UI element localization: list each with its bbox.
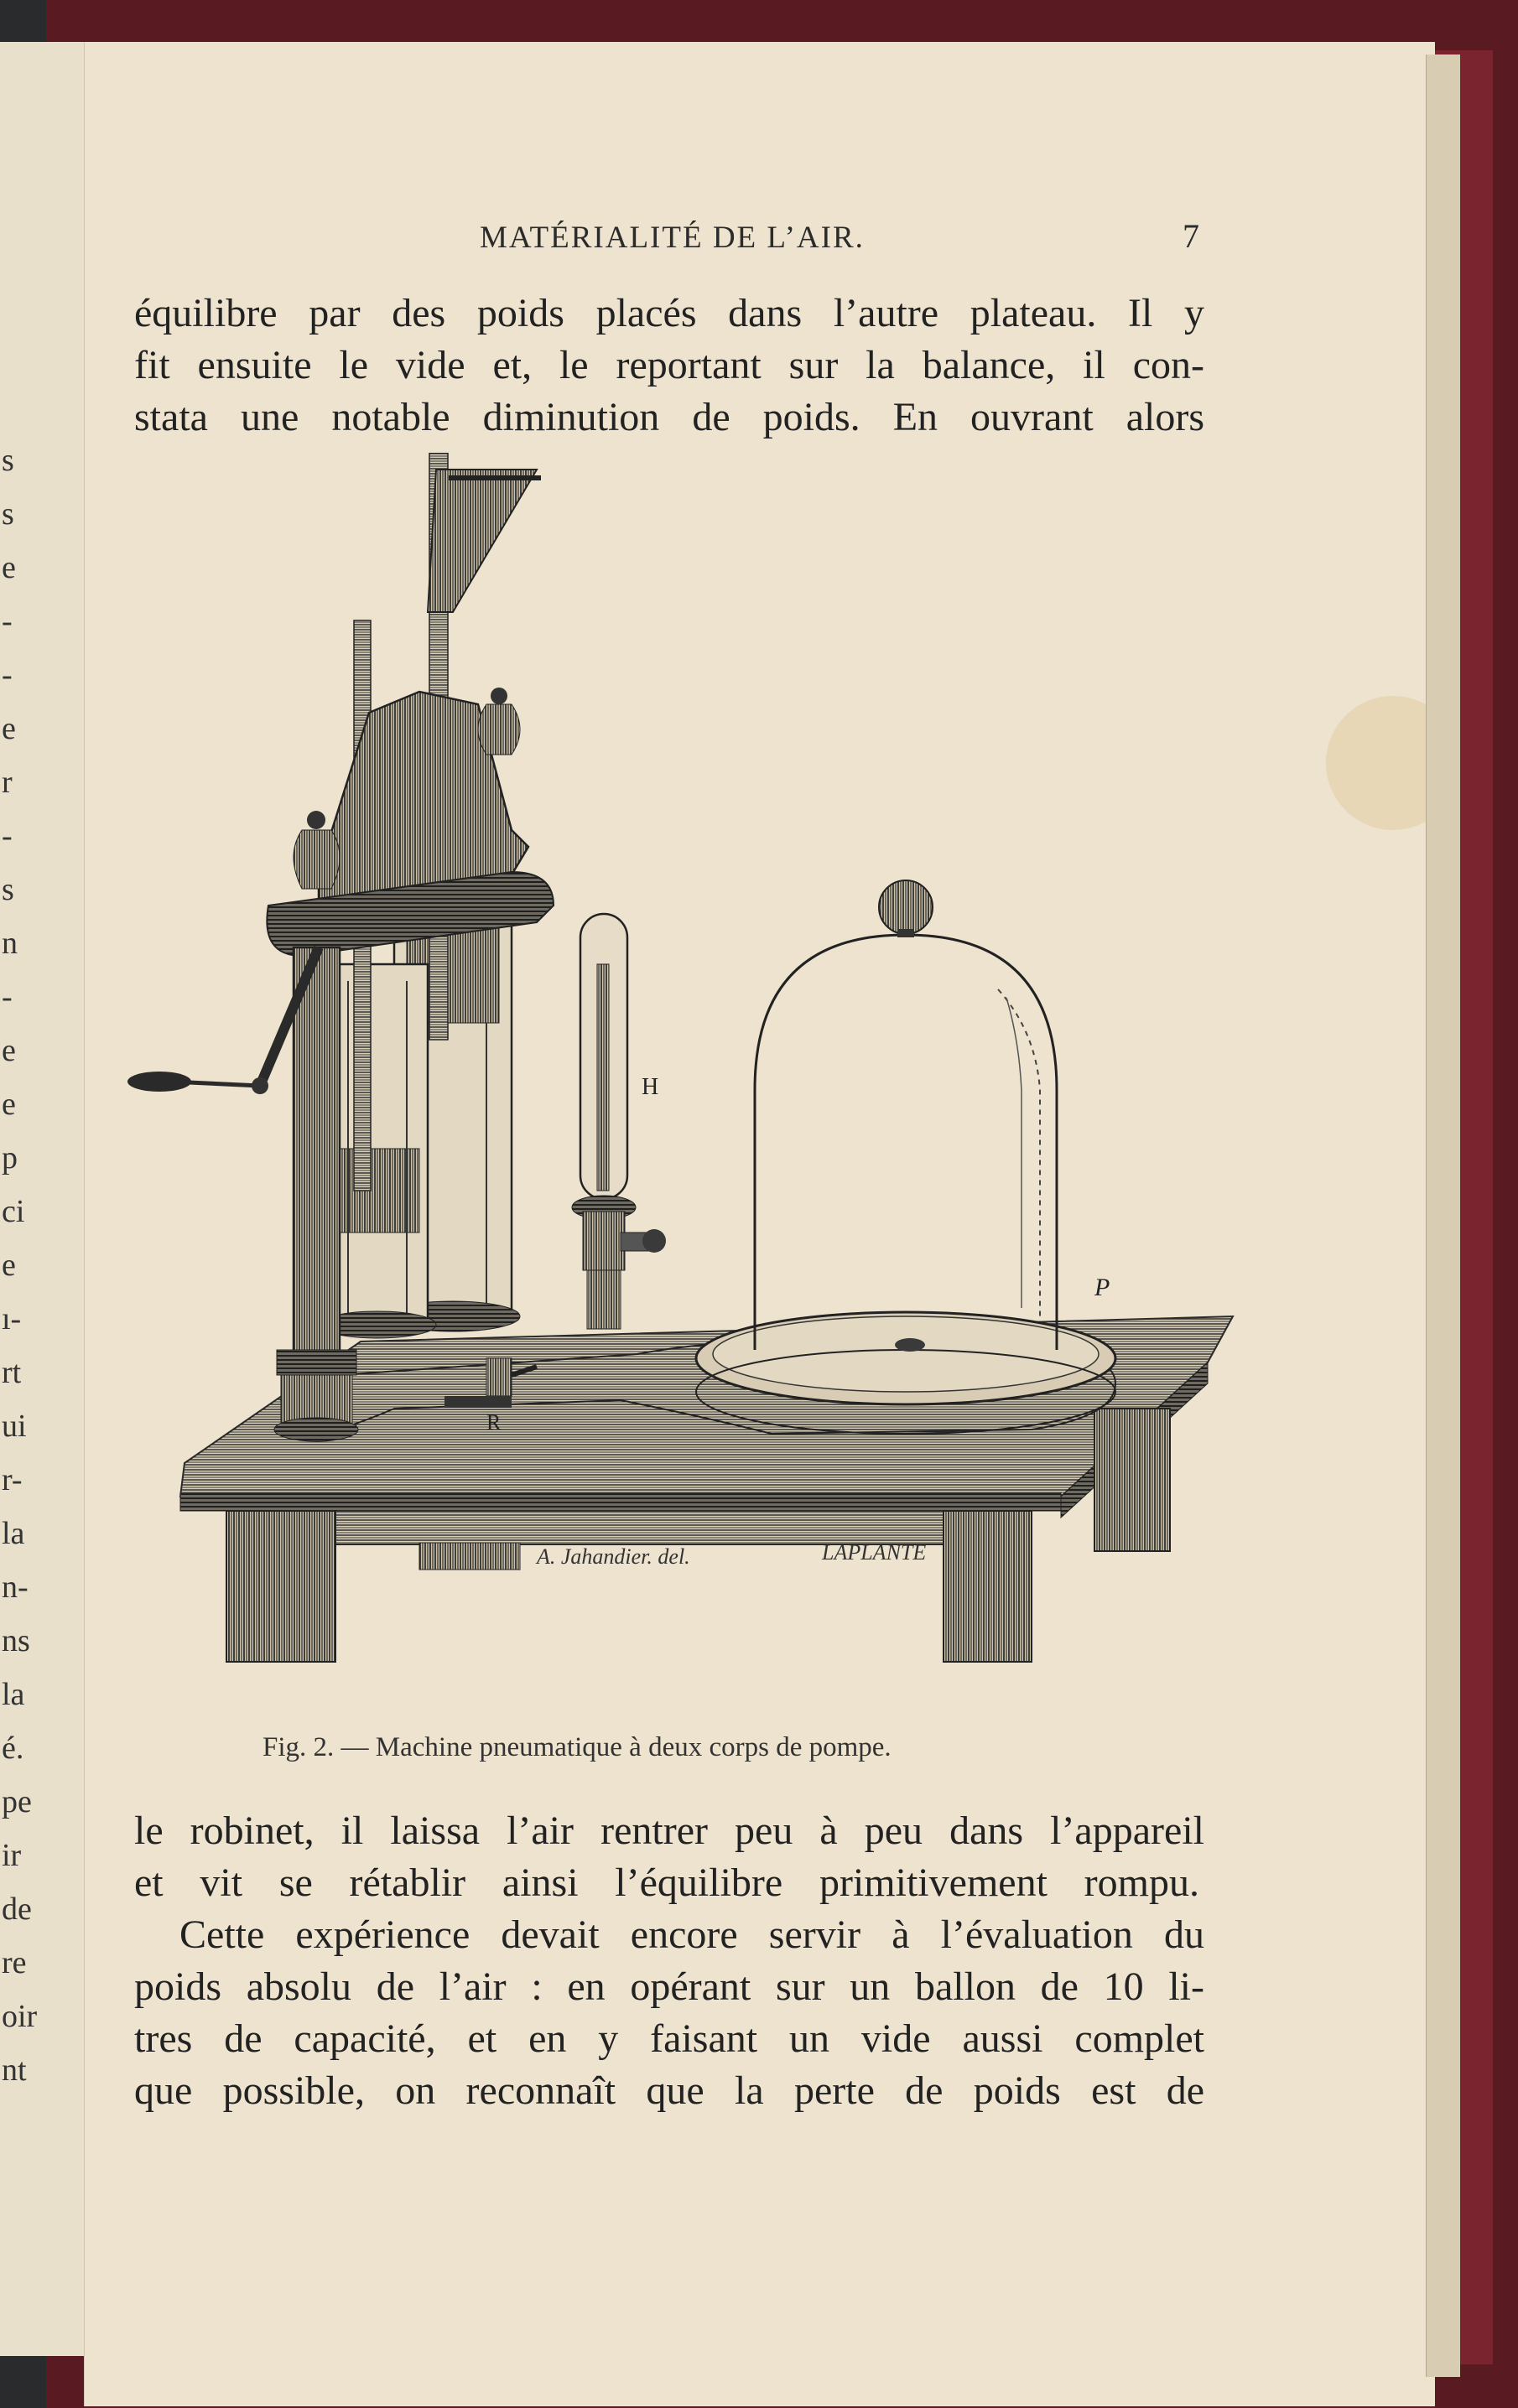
margin-fragment: - — [2, 979, 13, 1015]
text-line: équilibre par des poids placés dans l’autre plateau. Il y — [134, 291, 1204, 335]
margin-fragment: r- — [2, 1462, 23, 1497]
page-edges — [1426, 54, 1460, 2377]
margin-fragment: n — [2, 926, 18, 961]
margin-fragment: oir — [2, 1999, 38, 2034]
text-line: stata une notable diminution de poids. En ouvrant alors — [134, 395, 1204, 439]
margin-fragment: é. — [2, 1731, 24, 1766]
margin-fragment: nt — [2, 2053, 27, 2088]
air-pump-illustration — [117, 453, 1241, 1694]
margin-fragment: - — [2, 818, 13, 854]
margin-fragment: e — [2, 550, 16, 585]
margin-fragment: la — [2, 1516, 25, 1551]
margin-fragment: ns — [2, 1623, 30, 1658]
figure-label-p: P — [1094, 1274, 1110, 1301]
margin-fragment: la — [2, 1677, 25, 1712]
margin-fragment: p — [2, 1140, 18, 1175]
margin-fragment: s — [2, 872, 14, 907]
text-line: et vit se rétablir ainsi l’équilibre primitivement rompu. — [134, 1860, 1199, 1905]
margin-fragment: de — [2, 1892, 32, 1927]
margin-fragment: pe — [2, 1784, 32, 1819]
left-page-fragment — [0, 42, 86, 2356]
margin-fragment: s — [2, 443, 14, 478]
margin-fragment: rt — [2, 1355, 22, 1390]
margin-fragment: ir — [2, 1838, 22, 1873]
margin-fragment: ui — [2, 1409, 27, 1444]
margin-fragment: s — [2, 496, 14, 532]
margin-fragment: - — [2, 657, 13, 693]
text-line: fit ensuite le vide et, le reportant sur la balance, il con- — [134, 343, 1204, 387]
margin-fragment: ı- — [2, 1301, 22, 1336]
margin-fragment: - — [2, 604, 13, 639]
margin-fragment: e — [2, 1248, 16, 1283]
text-line: Cette expérience devait encore servir à l’évaluation du — [179, 1912, 1204, 1957]
engraver-signature-right: LAPLANTE — [822, 1540, 927, 1565]
margin-fragment: e — [2, 711, 16, 746]
margin-fragment: n- — [2, 1570, 29, 1605]
text-line: le robinet, il laissa l’air rentrer peu à peu dans l’appareil — [134, 1809, 1204, 1853]
text-line: tres de capacité, et en y faisant un vide aussi complet — [134, 2016, 1204, 2061]
figure-label-r: R — [486, 1410, 502, 1435]
text-line: poids absolu de l’air : en opérant sur un ballon de 10 li- — [134, 1964, 1204, 2009]
text-line: que possible, on reconnaît que la perte de poids est de — [134, 2068, 1204, 2113]
page-number: 7 — [1183, 217, 1199, 255]
figure-label-h: H — [642, 1074, 659, 1100]
margin-fragment: e — [2, 1033, 16, 1068]
engraver-signature-left: A. Jahandier. del. — [537, 1544, 690, 1569]
margin-fragment: e — [2, 1087, 16, 1122]
running-title: MATÉRIALITÉ DE L’AIR. — [480, 221, 865, 255]
margin-fragment: re — [2, 1945, 27, 1980]
figure-caption: Fig. 2. — Machine pneumatique à deux corps de pompe. — [263, 1732, 892, 1762]
margin-fragment: ci — [2, 1194, 25, 1229]
margin-fragment: r — [2, 765, 13, 800]
